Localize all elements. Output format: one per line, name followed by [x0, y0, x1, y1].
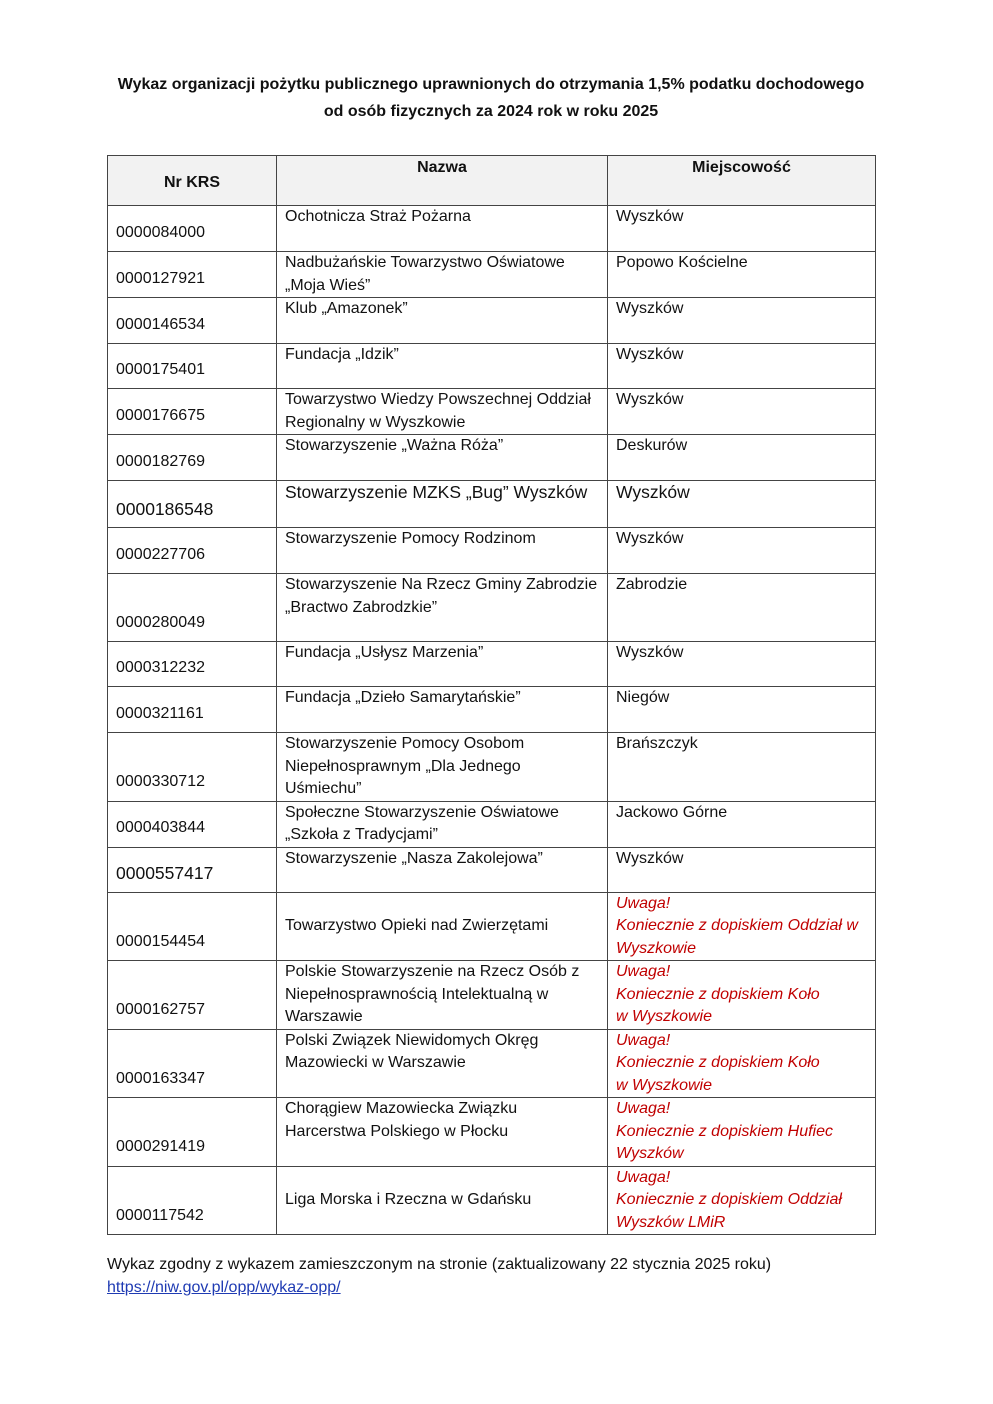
krs-number: 0000154454: [108, 892, 277, 961]
city-warning-note: Uwaga! Koniecznie z dopiskiem Koło w Wyszkowie: [608, 1029, 876, 1098]
city: Deskurów: [608, 435, 876, 481]
organization-name: Liga Morska i Rzeczna w Gdańsku: [277, 1166, 608, 1235]
footer-note: Wykaz zgodny z wykazem zamieszczonym na stronie (zaktualizowany 22 stycznia 2025 roku): [107, 1256, 772, 1273]
krs-number: 0000175401: [108, 344, 277, 389]
city-warning-note: Uwaga! Koniecznie z dopiskiem Koło w Wyszkowie: [608, 961, 876, 1030]
krs-number: 0000127921: [108, 252, 277, 298]
table-row: [108, 1029, 876, 1098]
city: Wyszków: [608, 481, 876, 528]
organization-name: Nadbużańskie Towarzystwo Oświatowe „Moja Wieś”: [277, 252, 608, 298]
krs-number: 0000227706: [108, 528, 277, 574]
organization-name: Stowarzyszenie Pomocy Osobom Niepełnosprawnym „Dla Jednego Uśmiechu”: [277, 733, 608, 802]
krs-number: 0000182769: [108, 435, 277, 481]
organization-name: Stowarzyszenie MZKS „Bug” Wyszków: [277, 481, 608, 528]
krs-number: 0000312232: [108, 642, 277, 687]
organization-name: Towarzystwo Opieki nad Zwierzętami: [277, 892, 608, 961]
table-row: [108, 1166, 876, 1235]
city: Brańszczyk: [608, 733, 876, 802]
city: Wyszków: [608, 206, 876, 252]
organization-name: Polskie Stowarzyszenie na Rzecz Osób z Niepełnosprawnością Intelektualną w Warszawie: [277, 961, 608, 1030]
organization-name: Towarzystwo Wiedzy Powszechnej Oddział Regionalny w Wyszkowie: [277, 389, 608, 435]
table-header-row: [108, 156, 876, 206]
city: Popowo Kościelne: [608, 252, 876, 298]
organization-name: Fundacja „Idzik”: [277, 344, 608, 389]
organization-name: Polski Związek Niewidomych Okręg Mazowiecki w Warszawie: [277, 1029, 608, 1098]
krs-number: 0000280049: [108, 574, 277, 642]
city-warning-note: Uwaga! Koniecznie z dopiskiem Oddział Wyszków LMiR: [608, 1166, 876, 1235]
krs-number: 0000291419: [108, 1098, 277, 1167]
organization-name: Fundacja „Usłysz Marzenia”: [277, 642, 608, 687]
krs-number: 0000330712: [108, 733, 277, 802]
table-row: [108, 481, 876, 528]
organizations-table: [107, 155, 876, 1235]
column-header-city: Miejscowość: [608, 156, 876, 206]
table-row: [108, 687, 876, 733]
krs-number: 0000117542: [108, 1166, 277, 1235]
city: Wyszków: [608, 528, 876, 574]
city: Zabrodzie: [608, 574, 876, 642]
organization-name: Ochotnicza Straż Pożarna: [277, 206, 608, 252]
table-row: [108, 528, 876, 574]
column-header-krs: Nr KRS: [108, 156, 277, 206]
krs-number: 0000186548: [108, 481, 277, 528]
city: Wyszków: [608, 642, 876, 687]
city: Wyszków: [608, 389, 876, 435]
table-row: [108, 847, 876, 892]
document-title: Wykaz organizacji pożytku publicznego uprawnionych do otrzymania 1,5% podatku dochodowego od osób fizycznych za 2024 rok w roku 2025: [117, 76, 865, 120]
column-header-name: Nazwa: [277, 156, 608, 206]
organization-name: Fundacja „Dzieło Samarytańskie”: [277, 687, 608, 733]
table-row: [108, 892, 876, 961]
krs-number: 0000176675: [108, 389, 277, 435]
city-warning-note: Uwaga! Koniecznie z dopiskiem Hufiec Wyszków: [608, 1098, 876, 1167]
krs-number: 0000084000: [108, 206, 277, 252]
krs-number: 0000321161: [108, 687, 277, 733]
table-row: [108, 206, 876, 252]
city-warning-note: Uwaga! Koniecznie z dopiskiem Oddział w Wyszkowie: [608, 892, 876, 961]
city: Wyszków: [608, 847, 876, 892]
krs-number: 0000146534: [108, 298, 277, 344]
city: Wyszków: [608, 298, 876, 344]
krs-number: 0000403844: [108, 801, 277, 847]
table-row: [108, 389, 876, 435]
table-row: [108, 252, 876, 298]
krs-number: 0000557417: [108, 847, 277, 892]
table-row: [108, 1098, 876, 1167]
table-row: [108, 435, 876, 481]
organization-name: Stowarzyszenie Na Rzecz Gminy Zabrodzie „Bractwo Zabrodzkie”: [277, 574, 608, 642]
city: Wyszków: [608, 344, 876, 389]
city: Jackowo Górne: [608, 801, 876, 847]
table-row: [108, 344, 876, 389]
footer: [107, 1253, 875, 1299]
table-row: [108, 642, 876, 687]
table-row: [108, 801, 876, 847]
source-link[interactable]: https://niw.gov.pl/opp/wykaz-opp/: [107, 1279, 341, 1296]
table-row: [108, 733, 876, 802]
table-row: [108, 961, 876, 1030]
krs-number: 0000163347: [108, 1029, 277, 1098]
organization-name: Klub „Amazonek”: [277, 298, 608, 344]
organization-name: Stowarzyszenie „Nasza Zakolejowa”: [277, 847, 608, 892]
table-row: [108, 574, 876, 642]
table-row: [108, 298, 876, 344]
city: Niegów: [608, 687, 876, 733]
organization-name: Stowarzyszenie Pomocy Rodzinom: [277, 528, 608, 574]
krs-number: 0000162757: [108, 961, 277, 1030]
organization-name: Społeczne Stowarzyszenie Oświatowe „Szkoła z Tradycjami”: [277, 801, 608, 847]
organization-name: Chorągiew Mazowiecka Związku Harcerstwa Polskiego w Płocku: [277, 1098, 608, 1167]
organization-name: Stowarzyszenie „Ważna Róża”: [277, 435, 608, 481]
